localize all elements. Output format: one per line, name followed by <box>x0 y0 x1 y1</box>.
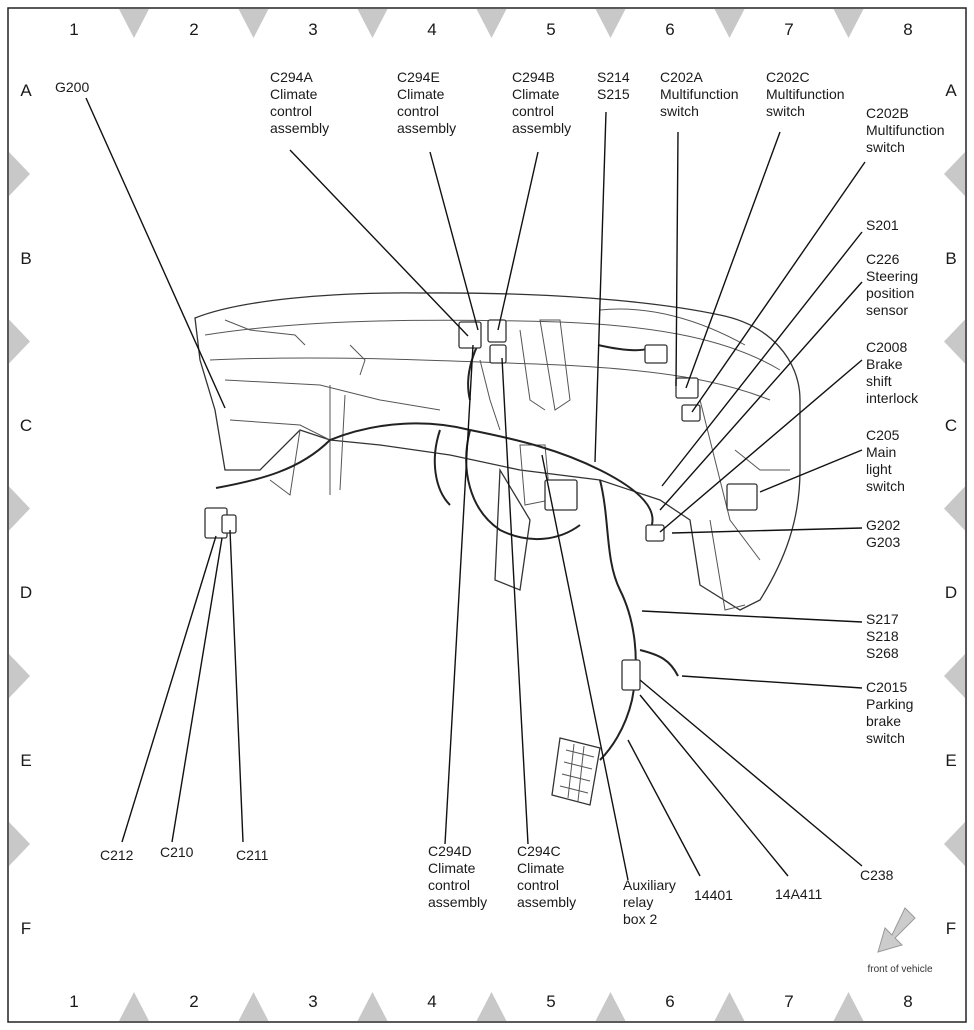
auxiliary-relay-box <box>552 738 600 805</box>
callout-c294a <box>270 69 329 136</box>
grid-column-number: 7 <box>784 20 794 39</box>
grid-divider-bottom <box>119 992 149 1021</box>
callout-s201 <box>866 217 899 233</box>
callout-aux <box>623 877 676 927</box>
callout-text-line: C202C <box>766 69 810 85</box>
callout-text-line: G203 <box>866 534 901 550</box>
callout-text-line: control <box>512 103 555 119</box>
callout-text-line: shift <box>866 373 892 389</box>
grid-divider-left <box>9 487 30 531</box>
grid-row-letter: F <box>20 919 32 938</box>
callout-text-line: C202A <box>660 69 703 85</box>
callout-text-line: Climate <box>428 860 476 876</box>
grid-row-letter: B <box>945 249 957 268</box>
grid-divider-right <box>944 152 965 196</box>
callout-c294e <box>397 69 456 136</box>
callout-text-line: Climate <box>517 860 565 876</box>
grid-divider-left <box>9 822 30 866</box>
grid-row-letter: C <box>19 416 33 435</box>
callout-text-line: S217 <box>866 611 899 627</box>
grid-divider-top <box>834 9 864 38</box>
callout-s217 <box>866 611 899 661</box>
callout-text-line: control <box>428 877 471 893</box>
callout-text-line: C210 <box>160 844 194 860</box>
callout-text-line: assembly <box>428 894 488 910</box>
grid-row-letter: A <box>945 81 957 100</box>
callout-text-line: Multifunction <box>660 86 739 102</box>
callout-text-line: G200 <box>55 79 90 95</box>
callout-c2015 <box>866 679 913 746</box>
grid-column-number: 3 <box>308 20 318 39</box>
grid-divider-bottom <box>358 992 388 1021</box>
callout-text-line: Climate <box>512 86 560 102</box>
grid-divider-bottom <box>715 992 745 1021</box>
grid-divider-top <box>596 9 626 38</box>
callout-text-line: Climate <box>270 86 318 102</box>
grid-divider-left <box>9 320 30 364</box>
callout-g202 <box>866 517 900 550</box>
callout-text-line: C294A <box>270 69 313 85</box>
callout-c2008 <box>866 339 919 406</box>
grid-column-number: 1 <box>69 20 79 39</box>
callout-text-line: C294E <box>397 69 440 85</box>
callout-p14401 <box>694 887 733 903</box>
diagram-frame <box>8 8 966 1022</box>
grid-divider-right <box>944 320 965 364</box>
callout-text-line: control <box>270 103 313 119</box>
callout-text-line: C202B <box>866 105 909 121</box>
callout-s214 <box>597 69 630 102</box>
callout-text-line: relay <box>623 894 654 910</box>
callout-c226 <box>866 251 918 318</box>
callout-text-line: G202 <box>866 517 901 533</box>
grid-divider-top <box>239 9 269 38</box>
grid-divider-right <box>944 487 965 531</box>
grid-row-letter: B <box>20 249 32 268</box>
callout-text-line: 14401 <box>694 887 733 903</box>
grid-divider-right <box>944 822 965 866</box>
grid-column-number: 3 <box>308 992 318 1011</box>
callout-text-line: control <box>397 103 440 119</box>
grid-divider-bottom <box>834 992 864 1021</box>
grid-column-number: 4 <box>427 20 437 39</box>
grid-row-letter: E <box>945 751 957 770</box>
grid-column-number: 5 <box>546 992 556 1011</box>
callout-text-line: assembly <box>270 120 330 136</box>
callout-text-line: S201 <box>866 217 899 233</box>
callout-c211 <box>236 847 269 863</box>
callout-text-line: assembly <box>517 894 577 910</box>
callout-text-line: sensor <box>866 302 909 318</box>
callout-text-line: C205 <box>866 427 900 443</box>
front-of-vehicle-label: front of vehicle <box>867 964 933 975</box>
callout-text-line: switch <box>866 478 905 494</box>
grid-divider-left <box>9 152 30 196</box>
callout-text-line: C212 <box>100 847 134 863</box>
callout-c210 <box>160 844 194 860</box>
grid-row-letter: E <box>20 751 32 770</box>
grid-divider-top <box>119 9 149 38</box>
grid-divider-left <box>9 654 30 698</box>
callout-c202a <box>660 69 739 119</box>
callout-text-line: 14A411 <box>775 886 823 902</box>
callout-text-line: light <box>866 461 892 477</box>
callout-text-line: Multifunction <box>766 86 845 102</box>
callout-text-line: S215 <box>597 86 630 102</box>
grid-row-letter: F <box>945 919 957 938</box>
callout-text-line: switch <box>766 103 805 119</box>
callout-text-line: switch <box>866 139 905 155</box>
callout-text-line: Steering <box>866 268 919 284</box>
grid-column-number: 6 <box>665 20 675 39</box>
grid-divider-bottom <box>596 992 626 1021</box>
callout-text-line: Climate <box>397 86 445 102</box>
grid-column-number: 7 <box>784 992 794 1011</box>
callout-text-line: assembly <box>397 120 457 136</box>
callout-text-line: Auxiliary <box>623 877 676 893</box>
grid-divider-bottom <box>239 992 269 1021</box>
callout-text-line: C2015 <box>866 679 908 695</box>
callout-text-line: switch <box>660 103 699 119</box>
callout-text-line: box 2 <box>623 911 658 927</box>
callout-text-line: Brake <box>866 356 903 372</box>
callout-text-line: S214 <box>597 69 630 85</box>
grid-column-number: 8 <box>903 20 913 39</box>
callout-c294c <box>517 843 576 910</box>
grid-reference-markers <box>9 9 965 1021</box>
front-arrow-icon <box>878 908 915 952</box>
grid-row-letter: A <box>20 81 32 100</box>
callout-c202b <box>866 105 945 155</box>
grid-divider-right <box>944 654 965 698</box>
grid-row-letter: D <box>944 583 958 602</box>
callout-text-line: C226 <box>866 251 900 267</box>
grid-divider-top <box>477 9 507 38</box>
callout-text-line: C294D <box>428 843 472 859</box>
callout-c294d <box>428 843 487 910</box>
grid-divider-top <box>715 9 745 38</box>
callout-text-line: switch <box>866 730 905 746</box>
callout-text-line: assembly <box>512 120 572 136</box>
callout-text-line: control <box>517 877 560 893</box>
instrument-panel-drawing <box>195 293 800 805</box>
callout-text-line: C211 <box>236 847 269 863</box>
callout-c294b <box>512 69 571 136</box>
callout-c238 <box>860 867 894 883</box>
callout-p14a411 <box>775 886 822 902</box>
callout-text-line: position <box>866 285 915 301</box>
callout-c202c <box>766 69 845 119</box>
grid-column-number: 4 <box>427 992 437 1011</box>
callout-text-line: Parking <box>866 696 914 712</box>
grid-column-number: 2 <box>189 20 199 39</box>
grid-column-number: 5 <box>546 20 556 39</box>
callout-text-line: C294C <box>517 843 561 859</box>
callout-text-line: C2008 <box>866 339 908 355</box>
grid-divider-bottom <box>477 992 507 1021</box>
callout-text-line: S268 <box>866 645 899 661</box>
callout-text-line: Main <box>866 444 897 460</box>
callout-text-line: interlock <box>866 390 919 406</box>
grid-column-number: 6 <box>665 992 675 1011</box>
callout-g200 <box>55 79 89 95</box>
grid-row-letter: C <box>944 416 958 435</box>
grid-column-number: 2 <box>189 992 199 1011</box>
front-of-vehicle-indicator <box>867 908 932 975</box>
callout-c205 <box>866 427 905 494</box>
callout-text-line: C238 <box>860 867 894 883</box>
callout-text-line: Multifunction <box>866 122 945 138</box>
callout-text-line: brake <box>866 713 902 729</box>
grid-column-number: 8 <box>903 992 913 1011</box>
callout-c212 <box>100 847 134 863</box>
grid-column-number: 1 <box>69 992 79 1011</box>
grid-row-letter: D <box>19 583 33 602</box>
grid-divider-top <box>358 9 388 38</box>
callout-text-line: C294B <box>512 69 555 85</box>
callout-text-line: S218 <box>866 628 899 644</box>
